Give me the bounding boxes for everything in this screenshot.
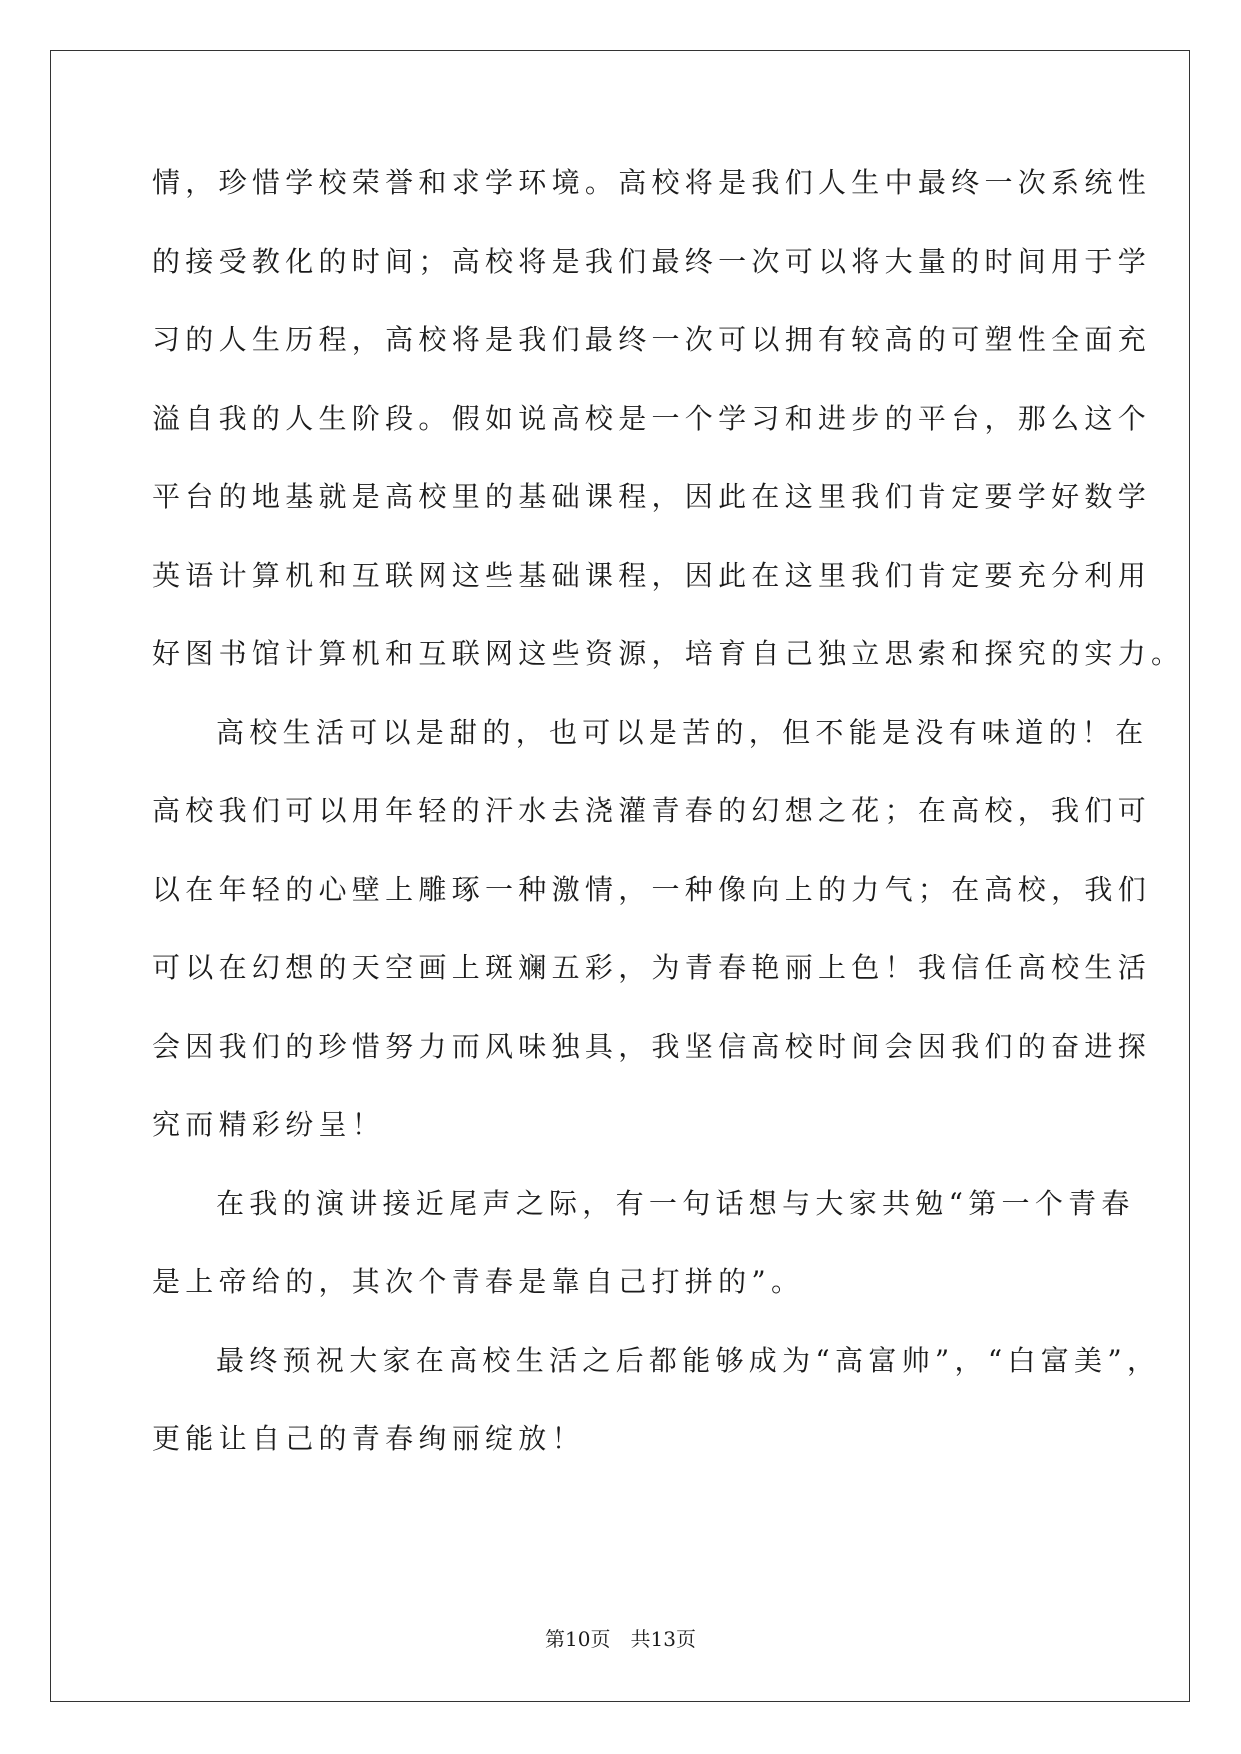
text-line: 会因我们的珍惜努力而风味独具，我坚信高校时间会因我们的奋进探 (152, 1029, 1152, 1063)
document-body (152, 160, 1185, 1495)
paragraph-first-line: 高校生活可以是甜的，也可以是苦的，但不能是没有味道的！在 (216, 715, 1149, 749)
text-line: 习的人生历程，高校将是我们最终一次可以拥有较高的可塑性全面充 (152, 323, 1152, 356)
text-line: 英语计算机和互联网这些基础课程，因此在这里我们肯定要充分利用 (152, 558, 1152, 592)
text-line: 情，珍惜学校荣誉和求学环境。高校将是我们人生中最终一次系统性 (152, 166, 1152, 199)
page-number: 第10页 (545, 1627, 611, 1651)
paragraph-first-line: 在我的演讲接近尾声之际，有一句话想与大家共勉“第一个青春 (216, 1186, 1135, 1220)
text-line: 究而精彩纷呈！ (152, 1108, 386, 1141)
text-line: 好图书馆计算机和互联网这些资源，培育自己独立思索和探究的实力。 (152, 637, 1185, 670)
text-line: 更能让自己的青春绚丽绽放！ (152, 1422, 585, 1455)
text-line: 溢自我的人生阶段。假如说高校是一个学习和进步的平台，那么这个 (152, 401, 1152, 435)
page-footer (0, 1626, 1241, 1652)
text-line: 平台的地基就是高校里的基础课程，因此在这里我们肯定要学好数学 (152, 480, 1152, 513)
text-line: 可以在幻想的天空画上斑斓五彩，为青春艳丽上色！我信任高校生活 (152, 951, 1152, 984)
text-line: 的接受教化的时间；高校将是我们最终一次可以将大量的时间用于学 (152, 244, 1152, 278)
paragraph-first-line: 最终预祝大家在高校生活之后都能够成为“高富帅”，“白富美”， (216, 1343, 1161, 1377)
page-total: 共13页 (630, 1627, 696, 1651)
text-line: 是上帝给的，其次个青春是靠自己打拼的”。 (152, 1265, 805, 1298)
text-line: 高校我们可以用年轻的汗水去浇灌青春的幻想之花；在高校，我们可 (152, 794, 1152, 827)
text-line: 以在年轻的心壁上雕琢一种激情，一种像向上的力气；在高校，我们 (152, 872, 1152, 906)
